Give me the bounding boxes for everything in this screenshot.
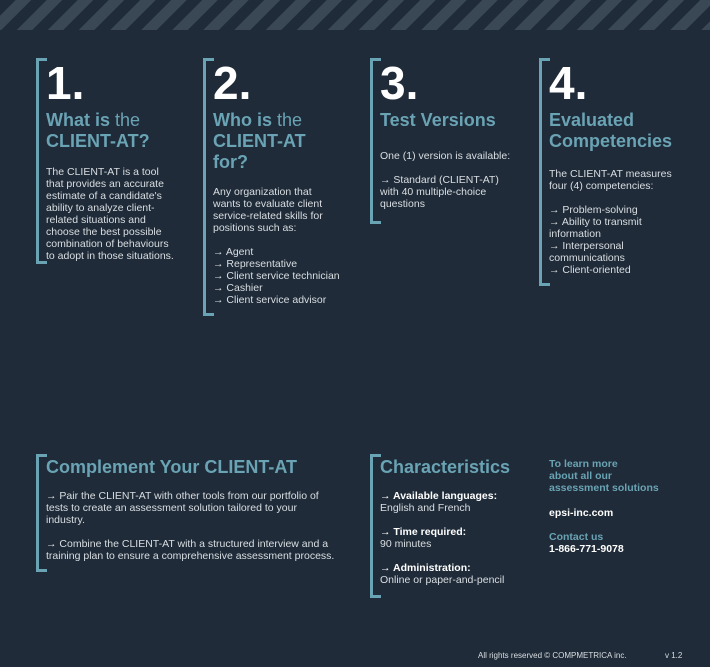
list-item: → Client-oriented — [549, 264, 631, 276]
section-title — [549, 110, 672, 152]
body-line: wants to evaluate client — [213, 198, 323, 210]
characteristics-body — [380, 490, 504, 586]
complement-body — [46, 490, 334, 562]
body-line: → Combine the CLIENT-AT with a structured interview and a — [46, 538, 329, 550]
list-item: → Agent — [213, 246, 254, 258]
body-line: The CLIENT-AT is a tool — [46, 166, 159, 178]
body-line: that provides an accurate — [46, 178, 164, 190]
learn-more-line: about all our — [549, 470, 612, 482]
list-item: → Ability to transmit — [549, 216, 642, 228]
version-label: v 1.2 — [665, 651, 683, 660]
languages-label: → Available languages: — [380, 490, 498, 502]
body-line: combination of behaviours — [46, 238, 169, 250]
list-item: → Cashier — [213, 282, 263, 294]
contact-block — [549, 458, 659, 555]
body-line: The CLIENT-AT measures — [549, 168, 672, 180]
section-number: 2. — [213, 57, 252, 109]
body-line: industry. — [46, 514, 85, 526]
body-line: One (1) version is available: — [380, 150, 511, 162]
section-title — [213, 110, 306, 173]
list-item: information — [549, 228, 601, 240]
body-line: to adopt in those situations. — [46, 250, 174, 262]
title-line2: CLIENT-AT — [213, 131, 306, 151]
title-line2: Competencies — [549, 131, 673, 151]
list-item: communications — [549, 252, 625, 264]
body-line: ability to analyze client- — [46, 202, 155, 214]
section-body — [46, 166, 174, 262]
time-value: 90 minutes — [380, 538, 432, 550]
body-line: with 40 multiple-choice — [380, 186, 487, 198]
section-number: 1. — [46, 57, 85, 109]
characteristics-title: Characteristics — [380, 457, 511, 477]
title-line1: Evaluated — [549, 110, 635, 130]
body-line: service-related skills for — [213, 210, 323, 222]
body-line: → Pair the CLIENT-AT with other tools from our portfolio of — [46, 490, 319, 502]
body-line: positions such as: — [213, 222, 297, 234]
section-body — [380, 150, 510, 210]
body-line: training plan to ensure a comprehensive assessment process. — [46, 550, 335, 562]
body-line: Any organization that — [213, 186, 312, 198]
title-lite: the — [115, 110, 141, 130]
body-line: choose the best possible — [46, 226, 162, 238]
list-item: → Representative — [213, 258, 298, 270]
body-line: four (4) competencies: — [549, 180, 654, 192]
administration-label: → Administration: — [380, 562, 471, 574]
body-line: related situations and — [46, 214, 146, 226]
section-body — [549, 168, 672, 276]
section-body — [213, 186, 340, 306]
languages-value: English and French — [380, 502, 471, 514]
website-link[interactable]: epsi-inc.com — [549, 507, 614, 519]
body-line: tests to create an assessment solution tailored to your — [46, 502, 297, 514]
striped-header-band — [0, 0, 710, 30]
title-line2: CLIENT-AT? — [46, 131, 150, 151]
administration-value: Online or paper-and-pencil — [380, 574, 505, 586]
learn-more-line: To learn more — [549, 458, 618, 470]
phone-number[interactable]: 1-866-771-9078 — [549, 543, 624, 555]
title-bold: What is — [46, 110, 111, 130]
body-line: → Standard (CLIENT-AT) — [380, 174, 499, 186]
learn-more-line: assessment solutions — [549, 482, 659, 494]
body-line: questions — [380, 198, 425, 210]
copyright-text: All rights reserved © COMPMETRICA inc. — [478, 651, 627, 660]
list-item: → Problem-solving — [549, 204, 638, 216]
section-title — [46, 110, 150, 152]
title-line3: for? — [213, 152, 248, 172]
section-number: 3. — [380, 57, 419, 109]
list-item: → Client service advisor — [213, 294, 327, 306]
contact-label: Contact us — [549, 531, 604, 543]
section-title: Test Versions — [380, 110, 496, 130]
section-number: 4. — [549, 57, 588, 109]
title-bold: Who is — [213, 110, 272, 130]
time-label: → Time required: — [380, 526, 467, 538]
list-item: → Client service technician — [213, 270, 340, 282]
list-item: → Interpersonal — [549, 240, 624, 252]
complement-title: Complement Your CLIENT-AT — [46, 457, 298, 477]
title-lite: the — [277, 110, 303, 130]
body-line: estimate of a candidate's — [46, 190, 162, 202]
